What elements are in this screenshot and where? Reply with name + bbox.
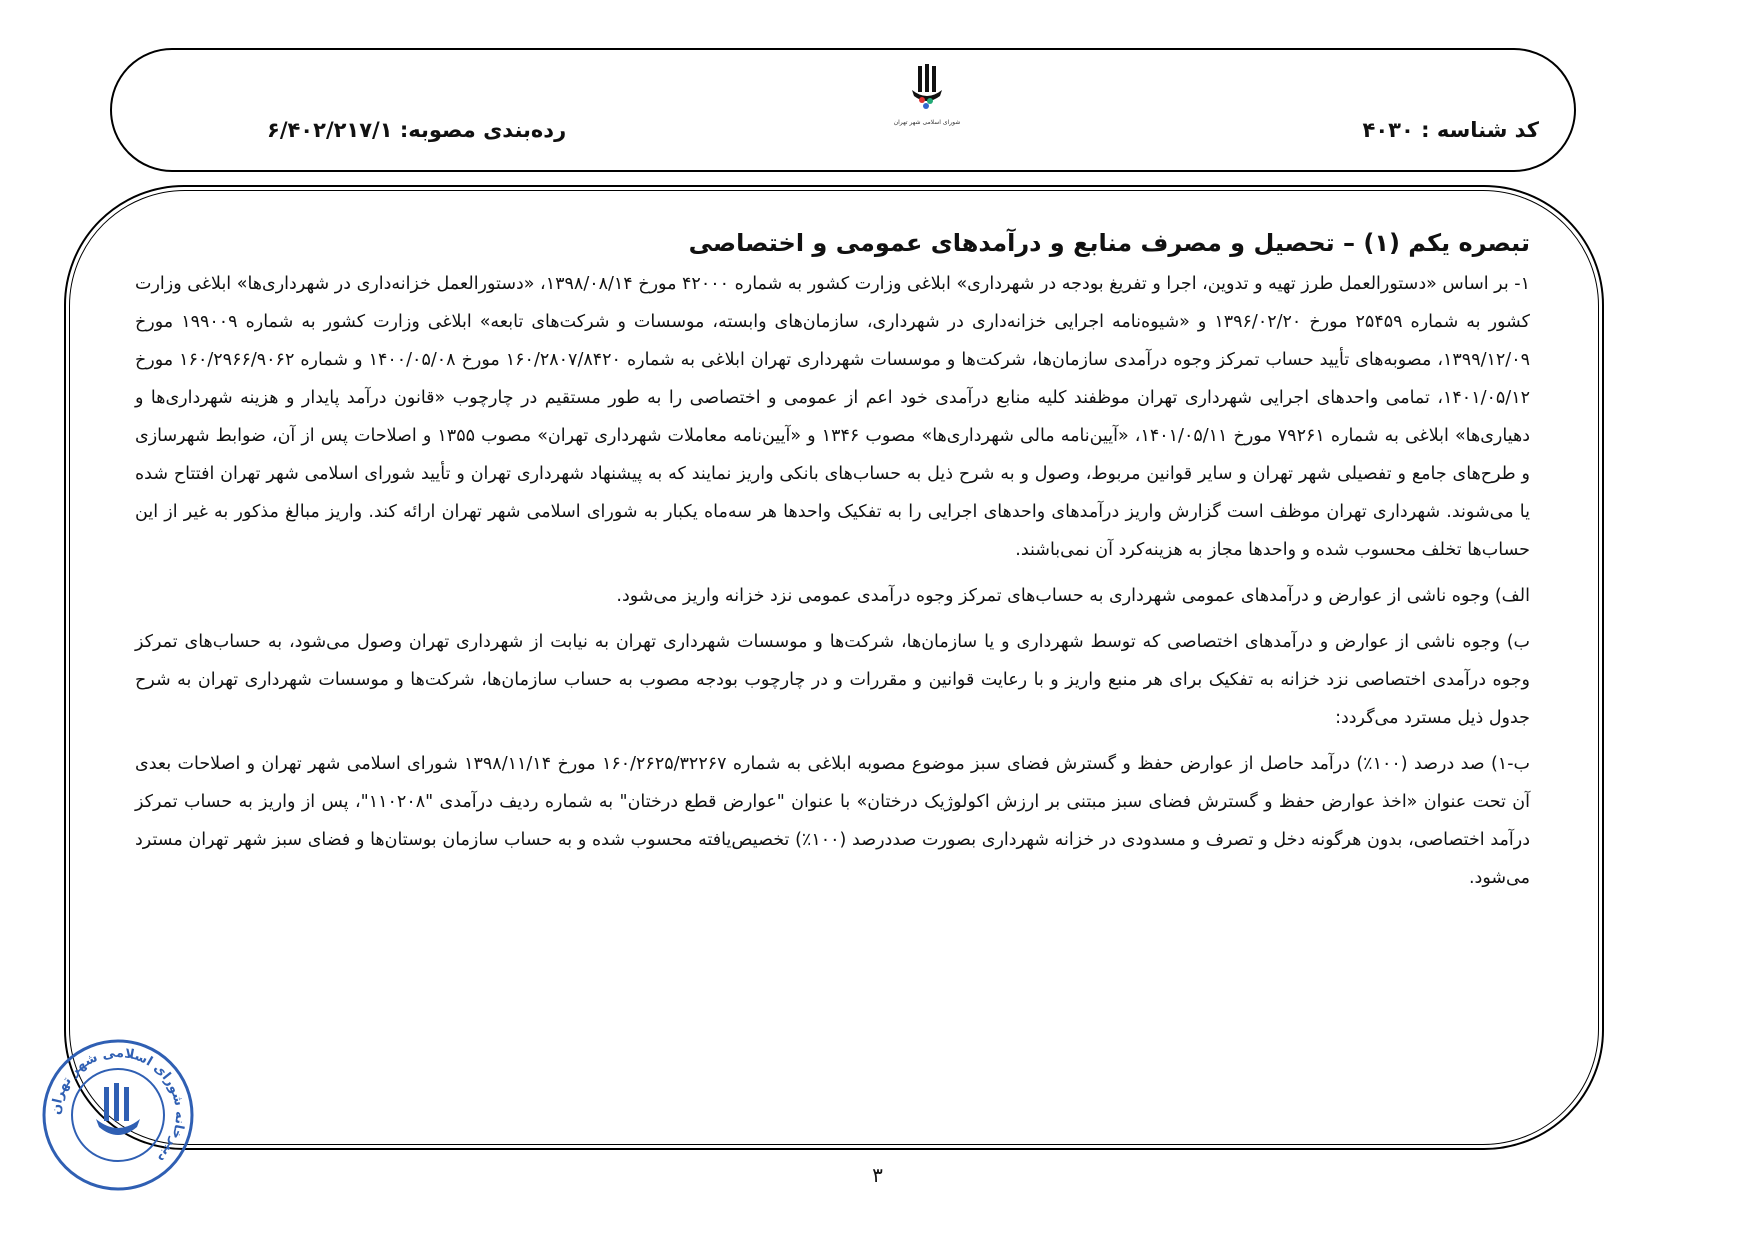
section-title: تبصره یکم (۱) – تحصیل و مصرف منابع و درآمدهای عمومی و اختصاصی bbox=[688, 229, 1530, 257]
paragraph-alef: الف) وجوه ناشی از عوارض و درآمدهای عمومی شهرداری به حساب‌های تمرکز وجوه درآمدی عمومی نزد خزانه واریز می‌شود. bbox=[616, 586, 1530, 607]
document-id: کد شناسه : ۴۰۳۰ bbox=[1362, 118, 1539, 142]
stamp-text: دبیرخانه شورای اسلامی شهر تهران bbox=[48, 1045, 188, 1166]
council-logo-icon bbox=[893, 60, 961, 130]
logo-caption: شورای اسلامی شهر تهران bbox=[893, 119, 961, 126]
document-body bbox=[135, 228, 1530, 905]
header-box bbox=[110, 48, 1576, 172]
resolution-classification: رده‌بندی مصوبه: ۶/۴۰۲/۲۱۷/۱ bbox=[267, 118, 567, 142]
paragraph-be: ب) وجوه ناشی از عوارض و درآمدهای اختصاصی که توسط شهرداری و یا سازمان‌ها، شرکت‌ها و موسسات شهرداری تهران به نیابت از شهرداری تهران وصول می‌شود، به حساب‌های تمرکز وجوه درآمدی اختصاصی نزد خزانه به تفکیک برای هر منبع واریز و با رعایت قوانین و مقررات و در چارچوب بودجه مصوب به حساب سازمان‌ها، شرکت‌ها و موسسات شهرداری تهران به شرح جدول ذیل مسترد می‌گردد: bbox=[135, 632, 1530, 729]
page-number: ۳ bbox=[872, 1163, 883, 1187]
paragraph-1: ۱- بر اساس «دستورالعمل طرز تهیه و تدوین، اجرا و تفریغ بودجه در شهرداری» ابلاغی وزارت کشور به شماره ۴۲۰۰۰ مورخ ۱۳۹۸/۰۸/۱۴، «دستورالعمل خزانه‌داری در شهرداری‌ها» ابلاغی وزارت کشور به شماره ۲۵۴۵۹ مورخ ۱۳۹۶/۰۲/۲۰ و «شیوه‌نامه اجرایی خزانه‌داری در شهرداری، سازمان‌های وابسته، موسسات و شرکت‌های تابعه» ابلاغی وزارت کشور به شماره ۱۹۹۰۰۹ مورخ ۱۳۹۹/۱۲/۰۹، مصوبه‌های تأیید حساب تمرکز وجوه درآمدی سازمان‌ها، شرکت‌ها و موسسات شهرداری تهران ابلاغی به شماره ۱۶۰/۲۸۰۷/۸۴۲۰ مورخ ۱۴۰۰/۰۵/۰۸ و شماره ۱۶۰/۲۹۶۶/۹۰۶۲ مورخ ۱۴۰۱/۰۵/۱۲، تمامی واحدهای اجرایی شهرداری تهران موظفند کلیه منابع درآمدی خود اعم از عمومی و اختصاصی را به طور مستقیم در چارچوب «قانون درآمد پایدار و هزینه شهرداری‌ها و دهیاری‌ها» ابلاغی به شماره ۷۹۲۶۱ مورخ ۱۴۰۱/۰۵/۱۱، «آیین‌نامه مالی شهرداری‌ها» مصوب ۱۳۴۶ و «آیین‌نامه معاملات شهرداری تهران» مصوب ۱۳۵۵ و اصلاحات پس از آن، ضوابط شهرسازی و طرح‌های جامع و تفصیلی شهر تهران و سایر قوانین مربوط، وصول و به شرح ذیل به حساب‌های بانکی واریز نمایند که به پیشنهاد شهرداری تهران و تأیید شورای اسلامی شهر تهران افتتاح شده یا می‌شوند. شهرداری تهران موظف است گزارش واریز درآمدهای واحدهای اجرایی را به تفکیک واحدها هر سه‌ماه یکبار به شورای اسلامی شهر تهران ارائه کند. واریز مبالغ مذکور به غیر از این حساب‌ها تخلف محسوب شده و واحدها مجاز به هزینه‌کرد آن نمی‌باشند. bbox=[135, 274, 1531, 561]
paragraph-be-1: ب-۱) صد درصد (۱۰۰٪) درآمد حاصل از عوارض حفظ و گسترش فضای سبز موضوع مصوبه ابلاغی به شماره ۱۶۰/۲۶۲۵/۳۲۲۶۷ مورخ ۱۳۹۸/۱۱/۱۴ شورای اسلامی شهر تهران و اصلاحات بعدی آن تحت عنوان «اخذ عوارض حفظ و گسترش فضای سبز مبتنی بر ارزش اکولوژیک درختان» با عنوان "عوارض قطع درختان" به شماره ردیف درآمدی "۱۱۰۲۰۸"، پس از واریز به حساب تمرکز درآمد اختصاصی، بدون هرگونه دخل و تصرف و مسدودی در خزانه شهرداری بصورت صددرصد (۱۰۰٪) تخصیص‌یافته محسوب شده و به حساب سازمان بوستان‌ها و فضای سبز شهر تهران مسترد می‌شود. bbox=[135, 754, 1530, 889]
